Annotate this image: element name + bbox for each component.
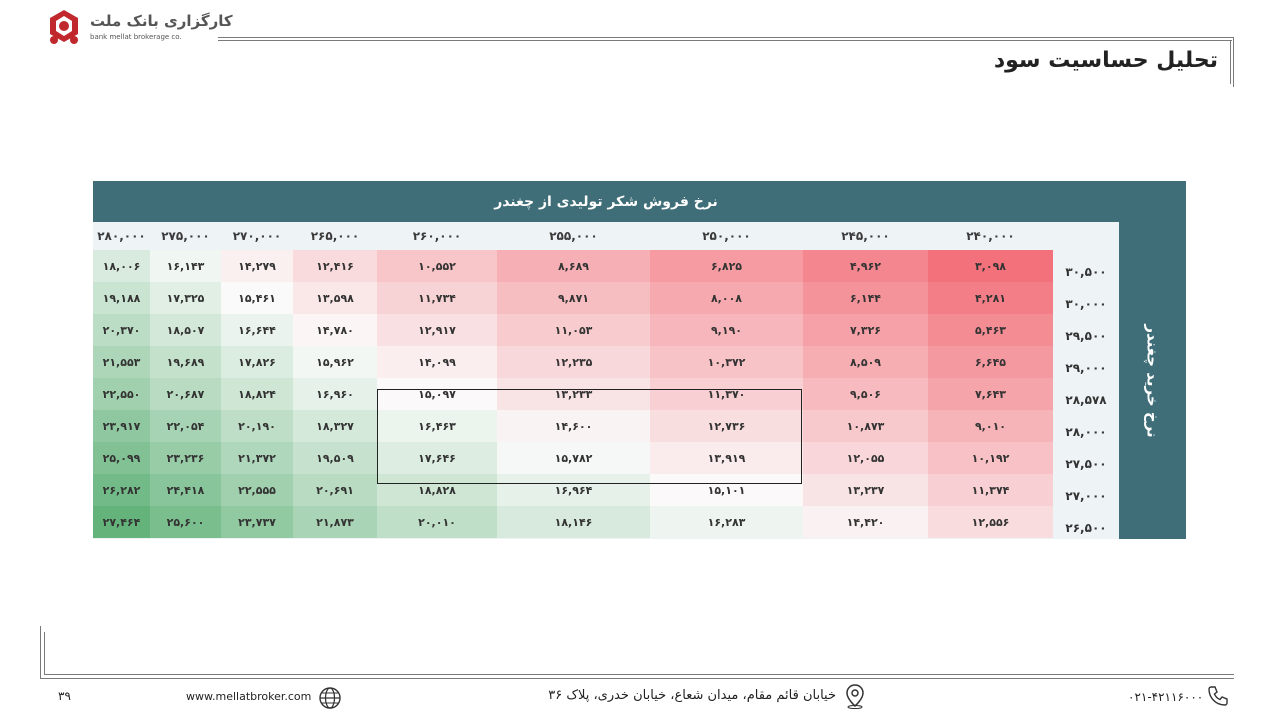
table-cell: ۲۳,۲۳۶ [150,442,221,474]
column-header: ۲۵۰,۰۰۰ [702,229,751,243]
table-cell: ۲۰,۶۹۱ [293,474,377,506]
header-rule-vertical [1233,37,1234,87]
row-axis-label: نرخ خرید چغندر [1143,323,1162,438]
table-cell: ۱۶,۹۶۴ [497,474,650,506]
table-cell: ۲۱,۸۷۳ [293,506,377,538]
address-text: خیابان قائم مقام، میدان شعاع، خیابان خدری، پلاک ۳۶ [548,688,836,703]
table-cell: ۱۴,۶۰۰ [497,410,650,442]
table-cell: ۶,۶۴۵ [928,346,1053,378]
table-cell: ۱۵,۱۰۱ [650,474,803,506]
table-cell: ۹,۱۹۰ [650,314,803,346]
table-cell: ۱۳,۲۳۳ [497,378,650,410]
table-cell: ۹,۰۱۰ [928,410,1053,442]
column-header: ۲۷۵,۰۰۰ [161,229,210,243]
footer-rule-vertical [40,626,41,678]
header-rule-vertical-2 [1230,40,1231,84]
table-cell: ۹,۸۷۱ [497,282,650,314]
table-cell: ۱۸,۰۰۶ [93,250,150,282]
table-cell: ۱۱,۰۵۳ [497,314,650,346]
header-rule [218,37,1234,38]
table-cell: ۲۵,۰۹۹ [93,442,150,474]
table-cell: ۱۱,۳۷۰ [650,378,803,410]
table-cell: ۱۲,۷۳۶ [650,410,803,442]
table-cell: ۲۰,۰۱۰ [377,506,497,538]
table-cell: ۱۲,۴۱۶ [293,250,377,282]
footer-rule [40,678,1234,679]
company-logo [44,8,233,50]
table-cell: ۱۳,۵۹۸ [293,282,377,314]
table-cell: ۲۱,۳۷۲ [221,442,293,474]
table-cell: ۱۹,۵۰۹ [293,442,377,474]
column-header: ۲۶۵,۰۰۰ [310,229,360,243]
row-header: ۲۸,۰۰۰ [1065,425,1107,439]
table-cell: ۱۵,۰۹۷ [377,378,497,410]
row-axis-label-container [1119,222,1186,539]
table-cell: ۱۱,۳۷۴ [928,474,1053,506]
table-cell: ۱۲,۲۳۵ [497,346,650,378]
table-cell: ۶,۱۴۴ [803,282,928,314]
table-cell: ۱۲,۰۵۵ [803,442,928,474]
table-cell: ۱۶,۴۶۳ [377,410,497,442]
table-cell: ۱۸,۸۲۸ [377,474,497,506]
column-header: ۲۵۵,۰۰۰ [549,229,598,243]
table-cell: ۱۳,۲۳۷ [803,474,928,506]
table-cell: ۲۲,۰۵۴ [150,410,221,442]
table-cell: ۱۴,۷۸۰ [293,314,377,346]
row-header: ۲۹,۵۰۰ [1065,329,1107,343]
table-cell: ۱۶,۹۶۰ [293,378,377,410]
column-header: ۲۴۵,۰۰۰ [841,229,890,243]
table-cell: ۱۹,۱۸۸ [93,282,150,314]
table-cell: ۲۲,۵۵۰ [93,378,150,410]
table-cell: ۲۳,۷۳۷ [221,506,293,538]
table-cell: ۲۷,۴۶۴ [93,506,150,538]
table-grid [93,222,1119,539]
table-cell: ۱۲,۵۵۶ [928,506,1053,538]
table-cell: ۱۰,۸۷۳ [803,410,928,442]
table-cell: ۱۷,۸۲۶ [221,346,293,378]
table-cell: ۲۶,۲۸۲ [93,474,150,506]
location-pin-icon [844,683,866,709]
row-header: ۳۰,۵۰۰ [1065,265,1107,279]
globe-icon [318,686,342,710]
table-cell: ۳,۰۹۸ [928,250,1053,282]
table-cell: ۶,۸۲۵ [650,250,803,282]
table-cell: ۱۵,۷۸۲ [497,442,650,474]
table-cell: ۴,۲۸۱ [928,282,1053,314]
table-cell: ۱۷,۳۲۵ [150,282,221,314]
table-cell: ۱۴,۰۹۹ [377,346,497,378]
table-cell: ۱۱,۷۳۴ [377,282,497,314]
table-cell: ۱۴,۲۷۹ [221,250,293,282]
table-cell: ۱۶,۲۸۳ [650,506,803,538]
table-cell: ۸,۶۸۹ [497,250,650,282]
column-header: ۲۸۰,۰۰۰ [97,229,146,243]
table-cell: ۱۵,۴۶۱ [221,282,293,314]
table-cell: ۱۵,۹۶۲ [293,346,377,378]
row-header: ۳۰,۰۰۰ [1065,297,1107,311]
table-cell: ۷,۳۲۶ [803,314,928,346]
page-number: ۳۹ [58,689,71,703]
column-header: ۲۷۰,۰۰۰ [232,229,282,243]
table-cell: ۱۳,۹۱۹ [650,442,803,474]
phone-icon [1206,684,1230,708]
footer-rule-vertical-2 [44,632,45,674]
table-cell: ۲۱,۵۵۳ [93,346,150,378]
table-cell: ۲۴,۴۱۸ [150,474,221,506]
column-axis-label: نرخ فروش شکر تولیدی از چغندر [494,193,718,210]
table-cell: ۹,۵۰۶ [803,378,928,410]
logo-title: کارگزاری بانک ملت [90,12,233,30]
table-cell: ۲۳,۹۱۷ [93,410,150,442]
logo-subtitle: bank mellat brokerage co. [90,33,182,41]
column-header: ۲۶۰,۰۰۰ [412,229,462,243]
table-cell: ۱۶,۶۴۴ [221,314,293,346]
page-title: تحلیل حساسیت سود [993,48,1218,73]
table-cell: ۱۷,۶۴۶ [377,442,497,474]
row-header: ۲۷,۵۰۰ [1065,457,1107,471]
table-cell: ۱۶,۱۴۳ [150,250,221,282]
website-link[interactable]: www.mellatbroker.com [186,690,312,703]
table-cell: ۷,۶۴۳ [928,378,1053,410]
footer-rule-2 [44,674,1234,675]
row-header: ۲۶,۵۰۰ [1065,521,1107,535]
table-cell: ۱۸,۱۴۶ [497,506,650,538]
logo-mark-icon [44,8,84,48]
table-cell: ۲۰,۱۹۰ [221,410,293,442]
table-cell: ۱۰,۳۷۲ [650,346,803,378]
row-header: ۲۷,۰۰۰ [1065,489,1107,503]
row-header: ۲۸,۵۷۸ [1065,393,1107,407]
table-cell: ۱۰,۵۵۲ [377,250,497,282]
table-cell: ۱۲,۹۱۷ [377,314,497,346]
table-cell: ۲۲,۵۵۵ [221,474,293,506]
table-cell: ۸,۵۰۹ [803,346,928,378]
column-header: ۲۴۰,۰۰۰ [966,229,1015,243]
table-cell: ۱۰,۱۹۲ [928,442,1053,474]
table-cell: ۲۰,۳۷۰ [93,314,150,346]
phone-number: ۰۲۱-۴۲۱۱۶۰۰۰ [1128,690,1204,704]
table-cell: ۱۸,۳۲۷ [293,410,377,442]
table-cell: ۱۸,۸۲۴ [221,378,293,410]
table-cell: ۱۴,۴۲۰ [803,506,928,538]
header-rule-2 [218,40,1232,41]
table-cell: ۴,۹۶۲ [803,250,928,282]
table-cell: ۵,۴۶۳ [928,314,1053,346]
table-cell: ۲۵,۶۰۰ [150,506,221,538]
table-cell: ۱۹,۶۸۹ [150,346,221,378]
table-cell: ۱۸,۵۰۷ [150,314,221,346]
sensitivity-table [93,181,1186,539]
table-cell: ۲۰,۶۸۷ [150,378,221,410]
row-header: ۲۹,۰۰۰ [1065,361,1107,375]
table-cell: ۸,۰۰۸ [650,282,803,314]
